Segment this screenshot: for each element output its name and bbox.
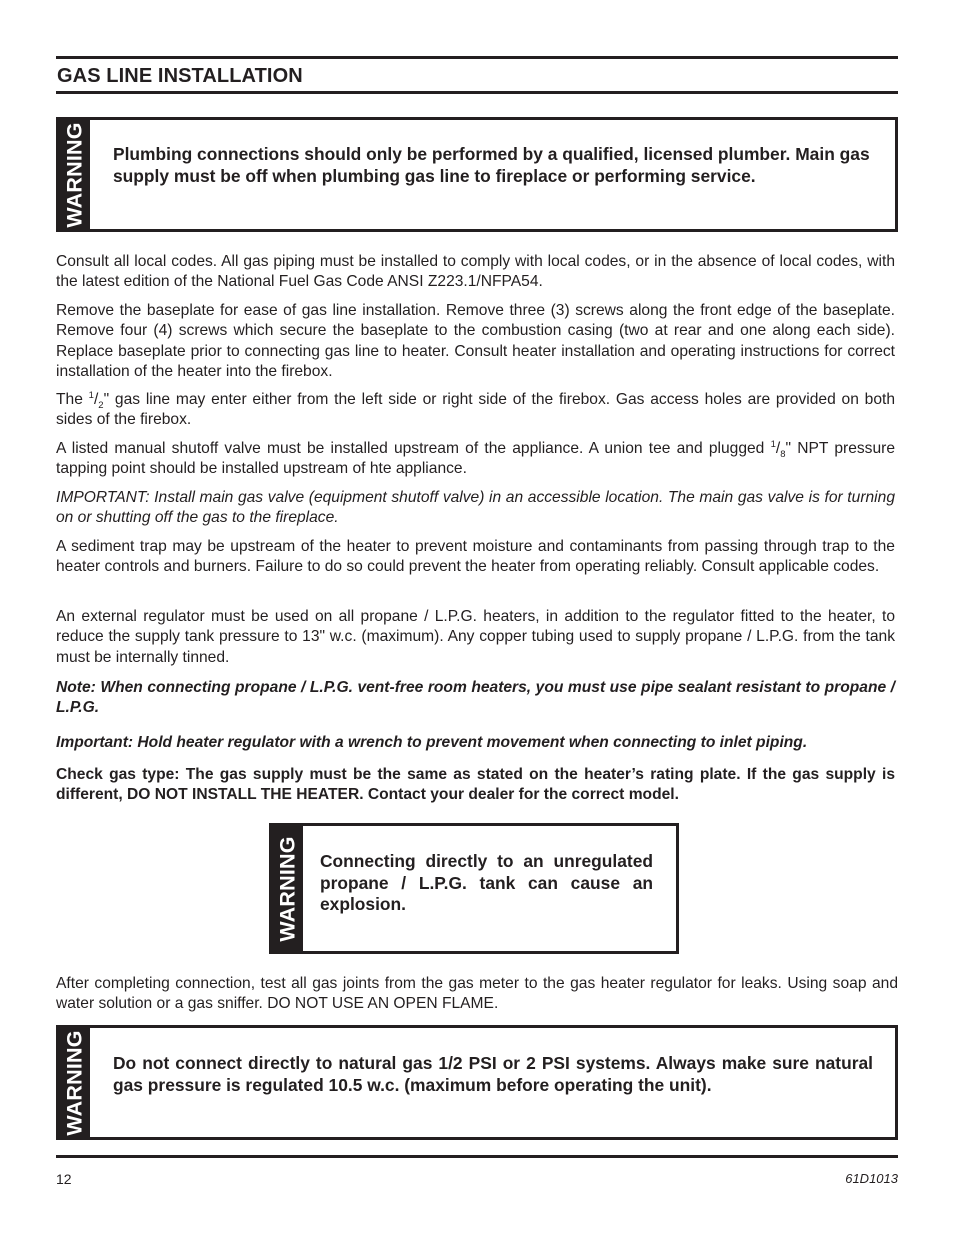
warning-box-unregulated-tank bbox=[269, 823, 679, 954]
document-code: 61D1013 bbox=[845, 1171, 898, 1186]
warning-text-unregulated-tank: Connecting directly to an unregulated propane / L.P.G. tank can cause an explosion. bbox=[320, 851, 653, 915]
check-gas-type: Check gas type: The gas supply must be the same as stated on the heater’s rating plate. If the gas supply is different, DO NOT INSTALL THE HEATER. Contact your dealer for the correct model. bbox=[56, 766, 895, 804]
footer-rule bbox=[56, 1155, 898, 1158]
paragraph-external-regulator: An external regulator must be used on all propane / L.P.G. heaters, in addition to the regulator fitted to the heater, to reduce the supply tank pressure to 13" w.c. (maximum). Any copper tubing used to supply propane / L.P.G. from the tank must be internally tinned. bbox=[56, 608, 895, 666]
fraction-denominator: 8 bbox=[780, 449, 786, 461]
paragraph-gas-line-entry: The $^1/_2$" gas line may enter either from the left side or right side of the firebox. Gas access holes are provided on both sides of the firebox. bbox=[56, 389, 896, 429]
warning-text-plumbing: Plumbing connections should only be performed by a qualified, licensed plumber. Main gas supply must be off when plumbing gas line to fireplace or performing service. bbox=[113, 144, 870, 186]
paragraph-shutoff-valve: A listed manual shutoff valve must be installed upstream of the appliance. A union tee and plugged $^1/_8$" NPT pressure tapping point should be installed upstream of hte appliance. bbox=[56, 438, 896, 478]
paragraph-sediment-trap: A sediment trap may be upstream of the heater to prevent moisture and contaminants from passing through trap to the heater controls and burners. Failure to do so could prevent the heater from operating reliably. Consult applicable codes. bbox=[56, 538, 895, 576]
paragraph-leak-test: After completing connection, test all gas joints from the gas meter to the gas heater regulator for leaks. Using soap and water solution or a gas sniffer. DO NOT USE AN OPEN FLAME. bbox=[56, 975, 898, 1013]
note-hold-regulator: Important: Hold heater regulator with a wrench to prevent movement when connecting to inlet piping. bbox=[56, 734, 808, 751]
warning-box-natural-gas bbox=[56, 1025, 898, 1140]
warning-tab bbox=[59, 1028, 90, 1137]
page-number: 12 bbox=[56, 1171, 72, 1187]
warning-text-natural-gas: Do not connect directly to natural gas 1/2 PSI or 2 PSI systems. Always make sure natural gas pressure is regulated 10.5 w.c. (maximum before operating the unit). bbox=[113, 1053, 873, 1095]
warning-label: WARNING bbox=[62, 121, 86, 228]
warning-label: WARNING bbox=[62, 1029, 86, 1136]
top-rule bbox=[56, 56, 898, 59]
title-underline bbox=[56, 91, 898, 94]
fraction-denominator: 2 bbox=[98, 400, 104, 412]
fraction-numerator: 1 bbox=[770, 438, 776, 450]
paragraph-baseplate: Remove the baseplate for ease of gas line installation. Remove three (3) screws along the front edge of the baseplate. Remove four (4) screws which secure the baseplate to the combustion casing (two at rear and one along each side). Replace baseplate prior to connecting gas line to heater. Consult heater installation and operating instructions for correct installation of the heater into the firebox. bbox=[56, 302, 895, 381]
paragraph-local-codes: Consult all local codes. All gas piping must be installed to comply with local codes, or in the absence of local codes, with the latest edition of the National Fuel Gas Code ANSI Z223.1/NFPA54. bbox=[56, 253, 895, 291]
note-pipe-sealant: Note: When connecting propane / L.P.G. vent-free room heaters, you must use pipe sealant resistant to propane / L.P.G. bbox=[56, 679, 895, 717]
section-title: GAS LINE INSTALLATION bbox=[57, 65, 303, 87]
warning-box-plumbing bbox=[56, 117, 898, 232]
warning-tab bbox=[59, 120, 90, 229]
warning-tab bbox=[272, 826, 303, 951]
fraction-numerator: 1 bbox=[88, 389, 94, 401]
warning-label: WARNING bbox=[275, 835, 299, 942]
paragraph-important-valve: IMPORTANT: Install main gas valve (equipment shutoff valve) in an accessible location. The main gas valve is for turning on or shutting off the gas to the fireplace. bbox=[56, 489, 895, 527]
